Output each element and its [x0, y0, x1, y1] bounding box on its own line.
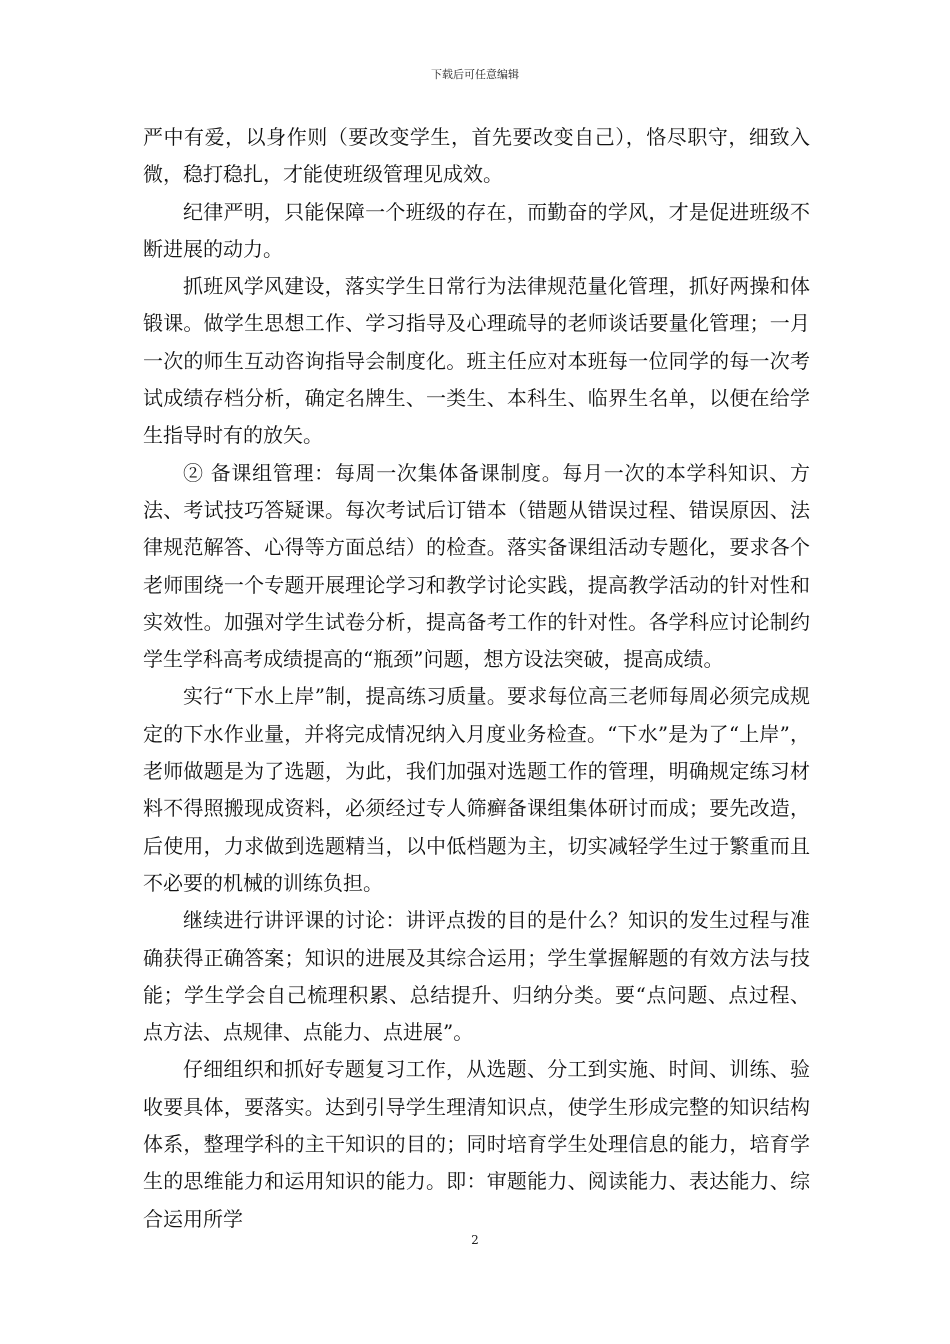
paragraph-6: 继续进行讲评课的讨论：讲评点拨的目的是什么？知识的发生过程与准确获得正确答案；知识的进展及其综合运用；学生掌握解题的有效方法与技能；学生学会自己梳理积累、总结提升、归纳分类。要“点问题、点过程、点方法、点规律、点能力、点进展”。: [143, 908, 810, 1045]
page-number: 2: [471, 1233, 479, 1247]
paragraph-5: 实行“下水上岸”制，提高练习质量。要求每位高三老师每周必须完成规定的下水作业量，并将完成情况纳入月度业务检查。“下水”是为了“上岸”，老师做题是为了选题，为此，我们加强对选题工作的管理，明确规定练习材料不得照搬现成资料，必须经过专人筛癣备课组集体研讨而成；要先改造，后使用，力求做到选题精当，以中低档题为主，切实减轻学生过于繁重而且不必要的机械的训练负担。: [143, 684, 810, 895]
paragraph-2: 纪律严明，只能保障一个班级的存在，而勤奋的学风，才是促进班级不断进展的动力。: [143, 199, 810, 261]
body-text: [143, 119, 810, 1238]
page-header: 下载后可任意编辑: [431, 68, 519, 81]
paragraph-7: 仔细组织和抓好专题复习工作，从选题、分工到实施、时间、训练、验收要具体，要落实。达到引导学生理清知识点，使学生形成完整的知识结构体系，整理学科的主干知识的目的；同时培育学生处理信息的能力，培育学生的思维能力和运用知识的能力。即：审题能力、阅读能力、表达能力、综合运用所学: [143, 1057, 810, 1231]
paragraph-1: 严中有爱，以身作则（要改变学生，首先要改变自己），恪尽职守，细致入微，稳打稳扎，才能使班级管理见成效。: [143, 125, 810, 187]
paragraph-4: ② 备课组管理：每周一次集体备课制度。每月一次的本学科知识、方法、考试技巧答疑课。每次考试后订错本（错题从错误过程、错误原因、法律规范解答、心得等方面总结）的检查。落实备课组活动专题化，要求各个老师围绕一个专题开展理论学习和教学讨论实践，提高教学活动的针对性和实效性。加强对学生试卷分析，提高备考工作的针对性。各学科应讨论制约学生学科高考成绩提高的“瓶颈”问题，想方设法突破，提高成绩。: [143, 460, 810, 672]
paragraph-3: 抓班风学风建设，落实学生日常行为法律规范量化管理，抓好两操和体锻课。做学生思想工作、学习指导及心理疏导的老师谈话要量化管理；一月一次的师生互动咨询指导会制度化。班主任应对本班每一位同学的每一次考试成绩存档分析，确定名牌生、一类生、本科生、临界生名单，以便在给学生指导时有的放矢。: [143, 274, 810, 448]
